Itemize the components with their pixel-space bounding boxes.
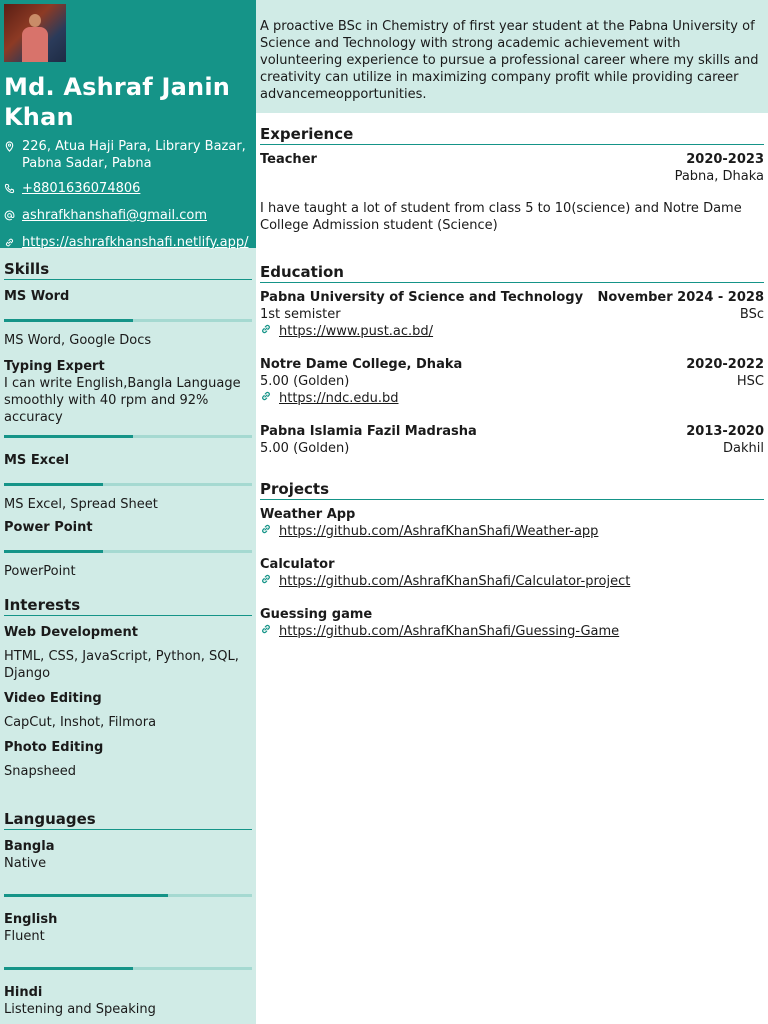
contact-website — [4, 234, 252, 253]
profile-photo — [4, 4, 66, 62]
school-link-row — [260, 323, 764, 340]
education-title: Education — [260, 263, 764, 283]
main-content — [260, 0, 764, 640]
experience-title: Experience — [260, 125, 764, 145]
school-link-row — [260, 390, 764, 407]
profile-name: Md. Ashraf Janin Khan — [4, 73, 231, 131]
school-name: Notre Dame College, Dhaka — [260, 357, 463, 372]
skill-level-fill — [4, 483, 103, 486]
skill-detail: I can write English,Bangla Language smoothly with 40 rpm and 92% accuracy — [4, 376, 241, 425]
language-level: Native — [4, 856, 47, 871]
address-text: 226, Atua Haji Para, Library Bazar, Pabna Sadar, Pabna — [22, 139, 246, 171]
skill-name: Typing Expert — [4, 359, 105, 374]
project-name: Calculator — [260, 557, 335, 572]
interest-detail: CapCut, Inshot, Filmora — [4, 715, 157, 730]
school-detail: 1st semister — [260, 307, 341, 322]
interest-name: Photo Editing — [4, 740, 104, 755]
school-degree: HSC — [736, 374, 764, 389]
skill-level-fill — [4, 550, 103, 553]
at-sign-icon — [4, 207, 22, 226]
language-name: English — [4, 912, 58, 927]
projects-title: Projects — [260, 480, 764, 500]
project-link-row — [260, 573, 764, 590]
languages-section — [4, 810, 252, 1024]
school-dates: November 2024 - 2028 — [597, 290, 764, 305]
school-dates: 2020-2022 — [686, 357, 764, 372]
school-name: Pabna University of Science and Technology — [260, 290, 584, 305]
link-icon — [260, 390, 279, 407]
contact-list — [4, 138, 252, 253]
skill-level-bar — [4, 319, 252, 322]
school-link[interactable]: https://ndc.edu.bd — [279, 391, 399, 406]
experience-section — [260, 125, 764, 234]
email-link[interactable]: ashrafkhanshafi@gmail.com — [22, 208, 208, 223]
school-detail: 5.00 (Golden) — [260, 374, 350, 389]
link-icon — [4, 234, 22, 253]
skill-name: MS Word — [4, 289, 70, 304]
language-name: Bangla — [4, 839, 55, 854]
education-entry — [260, 356, 764, 407]
project-name: Guessing game — [260, 607, 373, 622]
project-link-row — [260, 523, 764, 540]
skills-title: Skills — [4, 260, 252, 280]
skill-name: MS Excel — [4, 453, 70, 468]
skill-detail: MS Excel, Spread Sheet — [4, 497, 158, 512]
map-pin-icon — [4, 138, 22, 157]
skill-level-bar — [4, 435, 252, 438]
job-role: Teacher — [260, 152, 317, 167]
project-link[interactable]: https://github.com/AshrafKhanShafi/Guessing-Game — [279, 624, 620, 639]
language-level-bar — [4, 967, 252, 970]
language-level-bar — [4, 894, 252, 897]
skill-level-fill — [4, 435, 133, 438]
education-entry — [260, 289, 764, 340]
project-link[interactable]: https://github.com/AshrafKhanShafi/Weather-app — [279, 524, 599, 539]
interest-detail: Snapsheed — [4, 764, 76, 779]
summary-text: A proactive BSc in Chemistry of first year student at the Pabna University of Science and Technology with strong academic achievement with volunteering experience to pursue a professional career where my skills and creativity can utilize in maximizing company profit while providing career advancemeopportunities. — [256, 0, 768, 113]
interests-section — [4, 596, 252, 780]
projects-section — [260, 480, 764, 640]
interest-detail: HTML, CSS, JavaScript, Python, SQL, Django — [4, 649, 239, 681]
contact-address — [4, 138, 252, 172]
skill-level-bar — [4, 550, 252, 553]
skill-level-fill — [4, 319, 133, 322]
school-degree: BSc — [739, 307, 764, 322]
language-level-fill — [4, 894, 168, 897]
language-level-fill — [4, 967, 133, 970]
link-icon — [260, 323, 279, 340]
language-level: Fluent — [4, 929, 45, 944]
language-name: Hindi — [4, 985, 43, 1000]
link-icon — [260, 623, 279, 640]
skills-section — [4, 260, 252, 580]
link-icon — [260, 523, 279, 540]
school-link[interactable]: https://www.pust.ac.bd/ — [279, 324, 434, 339]
skill-detail: PowerPoint — [4, 564, 76, 579]
school-detail: 5.00 (Golden) — [260, 441, 350, 456]
sidebar — [0, 0, 256, 1024]
education-entry — [260, 423, 764, 457]
school-name: Pabna Islamia Fazil Madrasha — [260, 424, 477, 439]
skill-level-bar — [4, 483, 252, 486]
experience-entry — [260, 151, 764, 234]
contact-phone — [4, 180, 252, 199]
website-link[interactable]: https://ashrafkhanshafi.netlify.app/ — [22, 235, 249, 250]
interests-title: Interests — [4, 596, 252, 616]
sidebar-body — [0, 260, 256, 1024]
education-section — [260, 263, 764, 457]
language-level: Listening and Speaking — [4, 1002, 156, 1017]
project-link-row — [260, 623, 764, 640]
job-description: I have taught a lot of student from class 5 to 10(science) and Notre Dame College Admission student (Science) — [260, 201, 742, 233]
phone-icon — [4, 180, 22, 199]
project-entry — [260, 506, 764, 540]
interest-name: Web Development — [4, 625, 138, 640]
profile-header — [0, 0, 256, 248]
school-degree: Dakhil — [723, 441, 764, 456]
link-icon — [260, 573, 279, 590]
school-dates: 2013-2020 — [686, 424, 764, 439]
phone-link[interactable]: +8801636074806 — [22, 181, 141, 196]
project-link[interactable]: https://github.com/AshrafKhanShafi/Calculator-project — [279, 574, 631, 589]
interest-name: Video Editing — [4, 691, 102, 706]
project-entry — [260, 556, 764, 590]
project-name: Weather App — [260, 507, 356, 522]
job-dates: 2020-2023 — [686, 152, 764, 167]
skill-detail: MS Word, Google Docs — [4, 333, 152, 348]
project-entry — [260, 606, 764, 640]
contact-email — [4, 207, 252, 226]
languages-title: Languages — [4, 810, 252, 830]
skill-name: Power Point — [4, 520, 93, 535]
job-location: Pabna, Dhaka — [674, 169, 764, 184]
